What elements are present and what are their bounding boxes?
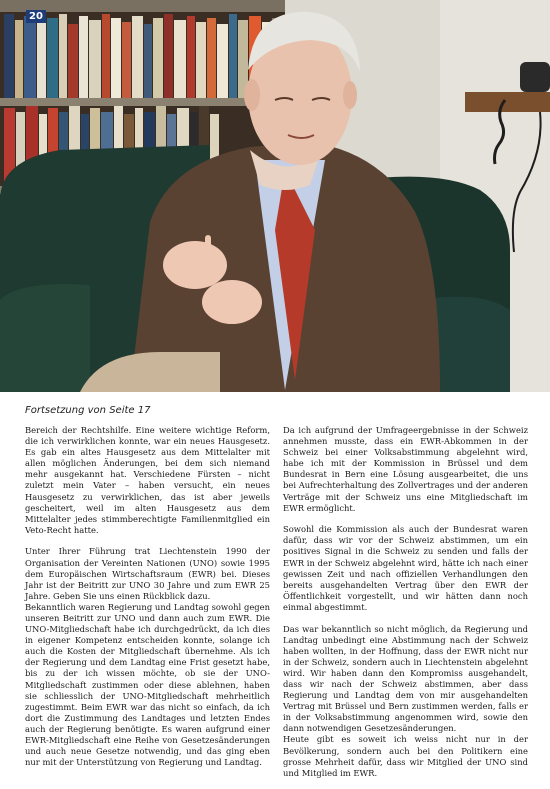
portrait-illustration <box>0 0 550 392</box>
paragraph: Heute gibt es soweit ich weiss nicht nur in der Bevölkerung, sondern auch bei den Politikern eine grosse Mehrheit dafür, dass wir Mitglied der UNO sind und Mitglied im EWR. <box>283 734 528 778</box>
portrait-photo <box>0 0 550 392</box>
paragraph: Da ich aufgrund der Umfrageergebnisse in der Schweiz annehmen musste, dass ein EWR-Abkommen in der Schweiz bei einer Volksabstimmung abgelehnt wird, habe ich mit der Kommission in Brüssel und dem Bundesrat in Bern eine Lösung ausgearbeitet, die uns bei Aufrechterhaltung des Zollvertrages und der anderen Verträge mit der Schweiz uns eine Mitgliedschaft im EWR ermöglicht. <box>283 425 528 514</box>
continued-from-note: Fortsetzung von Seite 17 <box>25 405 285 416</box>
page-number: 20 <box>26 10 46 23</box>
paragraph: Bekanntlich waren Regierung und Landtag sowohl gegen unseren Beitritt zur UNO und dann auch zum EWR. Die UNO-Mitgliedschaft habe ich durchgedrückt, da ich dies in eigener Kompetenz entscheiden konnte, solange ich auch die Kosten der Mitgliedschaft übernehme. Als ich der Regierung und dem Landtag eine Frist gesetzt habe, bis zu der ich wissen möchte, ob sie der UNO-Mitgliedschaft zustimmen oder diese ablehnen, haben sie schliesslich der UNO-Mitgliedschaft mehrheitlich zugestimmt. Beim EWR war das nicht so einfach, da ich dort die Zustimmung des Landtages und letzten Endes auch der Regierung benötigte. Es waren aufgrund einer EWR-Mitgliedschaft eine Reihe von Gesetzesänderungen und auch neue Gesetze notwendig, und das ging eben nur mit der Unterstützung von Regierung und Landtag. <box>25 602 270 768</box>
paragraph: Das war bekanntlich so nicht möglich, da Regierung und Landtag unbedingt eine Abstimmung nach der Schweiz haben wollten, in der Hoffnung, dass der EWR nicht nur in der Schweiz, sondern auch in Liechtenstein abgelehnt wird. Wir haben dann den Kompromiss ausgehandelt, dass wir nach der Schweiz abstimmen, aber dass Regierung und Landtag dem von mir ausgehandelten Vertrag mit Brüssel und Bern zustimmen werden, falls er in der Volksabstimmung angenommen wird, sowie den dann notwendigen Gesetzesänderungen. <box>283 624 528 735</box>
interview-question: Unter Ihrer Führung trat Liechtenstein 1990 der Organisation der Vereinten Nationen (UNO) sowie 1995 dem Europäischen Wirtschaftsraum (EWR) bei. Dieses Jahr ist der Beitritt zur UNO 30 Jahre und zum EWR 25 Jahre. Geben Sie uns einen Rückblick dazu. <box>25 546 270 601</box>
paragraph: Bereich der Rechtshilfe. Eine weitere wichtige Reform, die ich verwirklichen konnte, war ein neues Hausgesetz. Es gab ein altes Hausgesetz aus dem Mittelalter mit allen möglichen Änderungen, bei dem sich niemand mehr ausgekannt hat. Verschiedene Fürsten – nicht zuletzt mein Vater – haben versucht, ein neues Hausgesetz zu verwirklichen, das ist aber jeweils gescheitert, weil im alten Hausgesetz aus dem Mittelalter jedes stimmberechtigte Familienmitglied ein Veto-Recht hatte. <box>25 425 270 536</box>
paragraph: Sowohl die Kommission als auch der Bundesrat waren dafür, dass wir vor der Schweiz abstimmen, um ein positives Signal in die Schweiz zu senden und falls der EWR in der Schweiz abgelehnt wird, hätte ich nach einer gewissen Zeit und nach offiziellen Verhandlungen den bereits ausgehandelten Vertrag über den EWR der Öffentlichkeit vorgestellt, und wir hätten dann noch einmal abgestimmt. <box>283 524 528 613</box>
article-right-column <box>283 425 528 789</box>
article-left-column <box>25 425 270 779</box>
